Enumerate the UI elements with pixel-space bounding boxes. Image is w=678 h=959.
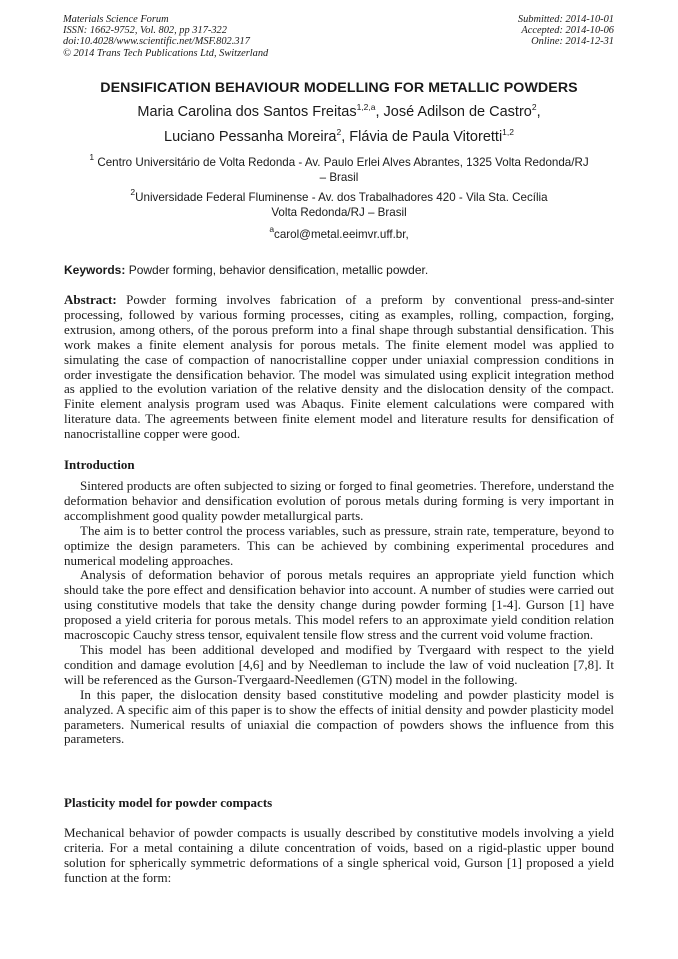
author-name: Luciano Pessanha Moreira [164,129,337,145]
email-address[interactable]: carol@metal.eeimvr.uff.br, [274,228,409,241]
abstract [64,293,614,442]
affiliation-text: – Brasil [319,170,359,184]
author-affiliation-mark: 1,2 [502,127,514,137]
paragraph: This model has been additional developed and modified by Tvergaard with respect to the yield condition and damage evolution [4,6] and by Needleman to include the law of void nucleation [7,8]. It will be referenced as the Gurson-Tvergaard-Needlemen (GTN) model in the following. [64,641,614,687]
journal-info [63,14,268,59]
author-affiliation-mark: 1,2,a [356,102,376,112]
submitted-date: Submitted: 2014-10-01 [517,14,614,25]
affiliation-2 [40,187,638,220]
paragraph: Analysis of deformation behavior of porous metals requires an appropriate yield function which should take the pore effect and densification behavior into account. A number of studies were carried out using constitutive models that take the density change during powder forming [1-4]. Gurson [1] have proposed a yield criteria for porous metals. This model refers to an approximate yield condition relation macroscopic Cauchy stress tensor, equivalent tensile flow stress and the current void volume fraction. [64,567,614,643]
email-mark: a [269,224,275,234]
author-separator: , [341,129,350,145]
paragraph: Sintered products are often subjected to sizing or forged to final geometries. Therefore, understand the deformation behavior and densification evolution of porous metals during forming is very important in accomplishment good quality powder metallurgical parts. [64,478,614,523]
author-line-2 [40,129,638,145]
section-heading-introduction: Introduction [64,457,135,472]
online-date: Online: 2014-12-31 [531,36,614,48]
paper-title: DENSIFICATION BEHAVIOUR MODELLING FOR METALLIC POWDERS [100,80,578,96]
issn-volume: ISSN: 1662-9752, Vol. 802, pp 317-322 [63,25,227,37]
email-line [40,224,638,243]
affiliation-1 [40,152,638,185]
author-line-1 [40,104,638,120]
journal-name: Materials Science Forum [63,14,169,25]
paragraph: In this paper, the dislocation density based constitutive modeling and powder plasticity model is analyzed. A specific aim of this paper is to show the effects of initial density and powder plasticity model parameters. Numerical results of uniaxial die compaction of powders shows the influence from this parameters. [64,686,614,747]
abstract-label: Abstract: [64,292,117,307]
affiliation-text: Universidade Federal Fluminense - Av. dos Trabalhadores 420 - Vila Sta. Cecília [135,191,548,204]
accepted-date: Accepted: 2014-10-06 [521,25,614,37]
submission-dates [518,14,614,48]
section-heading-plasticity: Plasticity model for powder compacts [64,795,273,810]
author-name: Flávia de Paula Vitoretti [349,129,503,145]
paragraph: The aim is to better control the process variables, such as pressure, strain rate, temperature, beyond to optimize the design parameters. This can be achieved by combining experimental procedures and numerical modeling approaches. [64,522,614,568]
affiliation-text: Centro Universitário de Volta Redonda - Av. Paulo Erlei Alves Abrantes, 1325 Volta Redonda/RJ [97,156,589,169]
author-affiliation-mark: 2 [336,127,342,137]
keywords-text: Powder forming, behavior densification, metallic powder. [125,263,429,277]
abstract-text: Powder forming involves fabrication of a preform by conventional press-and-sinter processing, followed by various forming processes, citing as examples, rolling, compaction, forging, extrusion, among others, of the porous preform into a final shape through substantial densification. This work makes a finite element analysis for porous metals. The finite element model was applied to simulating the case of compaction of nanocristalline copper under uniaxial compression conditions in order investigate the densification behavior. The model was simulated using explicit integration method as applied to the evolution variation of the relative density and the dislocation density of the compact. Finite element analysis program used was Abaqus. Finite element calculations were compared with literature data. The agreements between finite element model and literature results for densification of nanocristalline copper were good. [64,292,614,442]
author-name: Maria Carolina dos Santos Freitas [137,104,357,120]
author-affiliation-mark: 2 [531,102,537,112]
keywords [64,263,428,277]
author-name: José Adilson de Castro [383,104,532,120]
keywords-label: Keywords: [64,263,126,277]
author-separator: , [536,104,541,120]
plasticity-paragraph: Mechanical behavior of powder compacts is usually described by constitutive models involving a yield criteria. For a metal containing a dilute concentration of voids, based on a rigid-plastic upper bound solution for spherically symmetric deformations of a single spherical void, Gurson [1] proposed a yield function at the form: [64,825,614,885]
introduction-body [64,479,614,747]
author-separator: , [375,104,384,120]
affiliation-mark: 2 [130,187,136,197]
copyright: © 2014 Trans Tech Publications Ltd, Switzerland [63,47,269,59]
affiliation-mark: 1 [89,152,95,162]
affiliation-text: Volta Redonda/RJ – Brasil [271,205,407,219]
doi-link[interactable]: doi:10.4028/www.scientific.net/MSF.802.317 [63,36,250,48]
